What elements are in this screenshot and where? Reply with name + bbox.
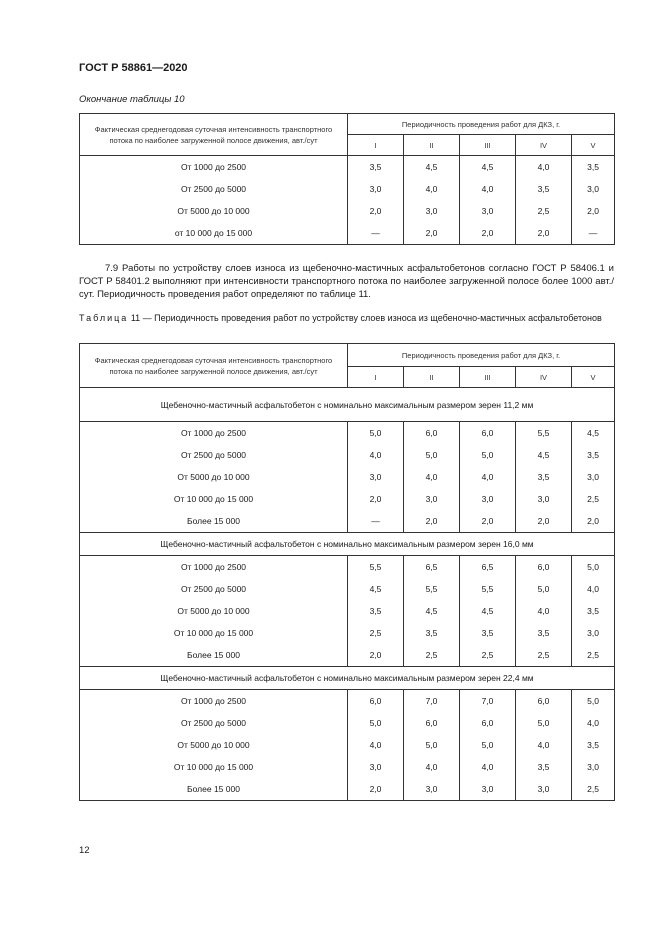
cell-value: 5,0 [516,578,572,600]
cell-value: 5,0 [348,712,404,734]
cell-value: 4,0 [516,156,572,179]
row-label: от 10 000 до 15 000 [80,222,348,245]
cell-value: 4,5 [572,422,615,445]
clause-7-9-text: 7.9 Работы по устройству слоев износа из щебеночно-мастичных асфальтобетонов согласно ГОСТ Р 58406.1 и ГОСТ Р 58401.2 выполняют при интенсивности транспортного потока по наиболее загруженной полосе более 1000 авт./сут. Периодичность проведения работ определяют по таблице 11. [79,263,614,300]
column-header-intensity: Фактическая среднегодовая суточная интенсивность транспортного потока по наиболее загруженной полосе движения, авт./сут [80,114,348,156]
cell-value: 3,0 [348,178,404,200]
section-row [80,388,615,422]
cell-value: 2,0 [348,488,404,510]
table-row [80,422,615,445]
cell-value: 6,0 [404,712,460,734]
cell-value: 3,0 [516,778,572,801]
cell-value: 2,0 [404,510,460,533]
cell-value: 4,0 [516,734,572,756]
cell-value: 4,0 [572,712,615,734]
cell-value: 4,0 [348,734,404,756]
column-header-class-5: V [572,367,615,388]
row-label: От 2500 до 5000 [80,444,348,466]
table-row [80,644,615,667]
cell-value: 4,5 [460,600,516,622]
row-label: От 1000 до 2500 [80,156,348,179]
table-row [80,510,615,533]
cell-value: 3,0 [348,756,404,778]
table-row [80,556,615,579]
cell-value: — [572,222,615,245]
cell-value: 4,0 [572,578,615,600]
cell-value: 5,5 [348,556,404,579]
table-row [80,578,615,600]
row-label: От 5000 до 10 000 [80,466,348,488]
cell-value: 5,5 [460,578,516,600]
cell-value: 3,0 [460,488,516,510]
cell-value: 6,5 [404,556,460,579]
cell-value: 3,5 [572,734,615,756]
cell-value: 2,0 [348,778,404,801]
table-row [80,778,615,801]
cell-value: 6,0 [460,422,516,445]
cell-value: 5,5 [516,422,572,445]
row-label: От 10 000 до 15 000 [80,622,348,644]
section-title: Щебеночно-мастичный асфальтобетон с номинально максимальным размером зерен 11,2 мм [80,388,615,422]
cell-value: 3,5 [572,444,615,466]
cell-value: 3,5 [348,600,404,622]
table-row [80,488,615,510]
row-label: От 2500 до 5000 [80,712,348,734]
cell-value: 2,5 [460,644,516,667]
column-header-class-5: V [572,135,615,156]
table-row [80,734,615,756]
cell-value: 2,5 [404,644,460,667]
row-label: От 1000 до 2500 [80,556,348,579]
cell-value: 7,0 [404,690,460,713]
column-header-periodicity: Периодичность проведения работ для ДКЗ, г. [348,344,615,367]
cell-value: 6,0 [516,690,572,713]
table-row [80,466,615,488]
cell-value: — [348,222,404,245]
table-row [80,712,615,734]
row-label: От 1000 до 2500 [80,690,348,713]
column-header-periodicity: Периодичность проведения работ для ДКЗ, г. [348,114,615,135]
cell-value: 6,0 [404,422,460,445]
cell-value: 6,0 [348,690,404,713]
cell-value: 2,0 [572,510,615,533]
cell-value: 2,5 [516,644,572,667]
table-row [80,690,615,713]
cell-value: — [348,510,404,533]
section-row [80,533,615,556]
table-row [80,200,615,222]
cell-value: 4,0 [516,600,572,622]
cell-value: 3,5 [516,756,572,778]
cell-value: 3,5 [572,600,615,622]
table-row [80,444,615,466]
row-label: От 5000 до 10 000 [80,600,348,622]
cell-value: 5,0 [572,556,615,579]
cell-value: 4,0 [348,444,404,466]
column-header-class-3: III [460,135,516,156]
table-11 [79,343,615,801]
cell-value: 5,0 [460,734,516,756]
table-continuation-label: Окончание таблицы 10 [79,94,185,105]
cell-value: 4,0 [404,466,460,488]
cell-value: 3,0 [348,466,404,488]
cell-value: 2,0 [572,200,615,222]
cell-value: 3,5 [516,178,572,200]
cell-value: 2,5 [572,488,615,510]
table-11-caption [79,313,614,324]
row-label: Более 15 000 [80,510,348,533]
table-row [80,622,615,644]
cell-value: 6,0 [516,556,572,579]
column-header-class-4: IV [516,367,572,388]
column-header-class-2: II [404,135,460,156]
row-label: Более 15 000 [80,778,348,801]
table-row [80,156,615,179]
cell-value: 4,5 [348,578,404,600]
cell-value: 5,0 [572,690,615,713]
cell-value: 2,0 [348,644,404,667]
section-title: Щебеночно-мастичный асфальтобетон с номинально максимальным размером зерен 16,0 мм [80,533,615,556]
cell-value: 3,0 [460,200,516,222]
cell-value: 4,5 [460,156,516,179]
cell-value: 3,0 [572,178,615,200]
column-header-class-1: I [348,367,404,388]
cell-value: 3,5 [572,156,615,179]
cell-value: 6,5 [460,556,516,579]
table-row [80,178,615,200]
cell-value: 3,5 [404,622,460,644]
row-label: От 5000 до 10 000 [80,734,348,756]
cell-value: 3,5 [460,622,516,644]
cell-value: 5,0 [404,734,460,756]
cell-value: 4,0 [460,466,516,488]
cell-value: 3,0 [460,778,516,801]
row-label: От 1000 до 2500 [80,422,348,445]
cell-value: 2,0 [404,222,460,245]
row-label: От 5000 до 10 000 [80,200,348,222]
table-row [80,600,615,622]
column-header-class-4: IV [516,135,572,156]
row-label: От 10 000 до 15 000 [80,488,348,510]
cell-value: 4,5 [404,600,460,622]
cell-value: 4,0 [460,178,516,200]
cell-value: 4,0 [404,756,460,778]
column-header-class-1: I [348,135,404,156]
cell-value: 2,5 [516,200,572,222]
cell-value: 4,0 [404,178,460,200]
cell-value: 2,0 [348,200,404,222]
cell-value: 3,0 [404,778,460,801]
cell-value: 3,0 [404,200,460,222]
section-row [80,667,615,690]
cell-value: 3,0 [572,622,615,644]
document-id: ГОСТ Р 58861—2020 [79,62,188,74]
cell-value: 3,5 [516,622,572,644]
cell-value: 2,0 [460,222,516,245]
cell-value: 4,0 [460,756,516,778]
page-number: 12 [79,845,90,856]
cell-value: 3,0 [404,488,460,510]
cell-value: 2,0 [516,510,572,533]
row-label: От 10 000 до 15 000 [80,756,348,778]
cell-value: 5,0 [348,422,404,445]
clause-7-9 [79,262,614,301]
cell-value: 4,5 [404,156,460,179]
section-title: Щебеночно-мастичный асфальтобетон с номинально максимальным размером зерен 22,4 мм [80,667,615,690]
cell-value: 2,0 [460,510,516,533]
row-label: От 2500 до 5000 [80,178,348,200]
cell-value: 5,5 [404,578,460,600]
cell-value: 3,0 [572,756,615,778]
cell-value: 5,0 [460,444,516,466]
cell-value: 2,5 [572,644,615,667]
row-label: От 2500 до 5000 [80,578,348,600]
cell-value: 2,0 [516,222,572,245]
column-header-intensity: Фактическая среднегодовая суточная интенсивность транспортного потока по наиболее загруженной полосе движения, авт./сут [80,344,348,388]
table-11-caption-text: 11 — Периодичность проведения работ по устройству слоев износа из щебеночно-мастичных асфальтобетонов [130,313,602,323]
cell-value: 4,5 [516,444,572,466]
cell-value: 2,5 [348,622,404,644]
column-header-class-3: III [460,367,516,388]
table-row [80,756,615,778]
cell-value: 7,0 [460,690,516,713]
row-label: Более 15 000 [80,644,348,667]
cell-value: 3,5 [516,466,572,488]
cell-value: 6,0 [460,712,516,734]
table-row [80,222,615,245]
table-11-caption-word: Таблица [79,313,129,323]
cell-value: 5,0 [404,444,460,466]
column-header-class-2: II [404,367,460,388]
cell-value: 3,0 [572,466,615,488]
cell-value: 3,5 [348,156,404,179]
cell-value: 3,0 [516,488,572,510]
cell-value: 5,0 [516,712,572,734]
table-10 [79,113,615,245]
cell-value: 2,5 [572,778,615,801]
